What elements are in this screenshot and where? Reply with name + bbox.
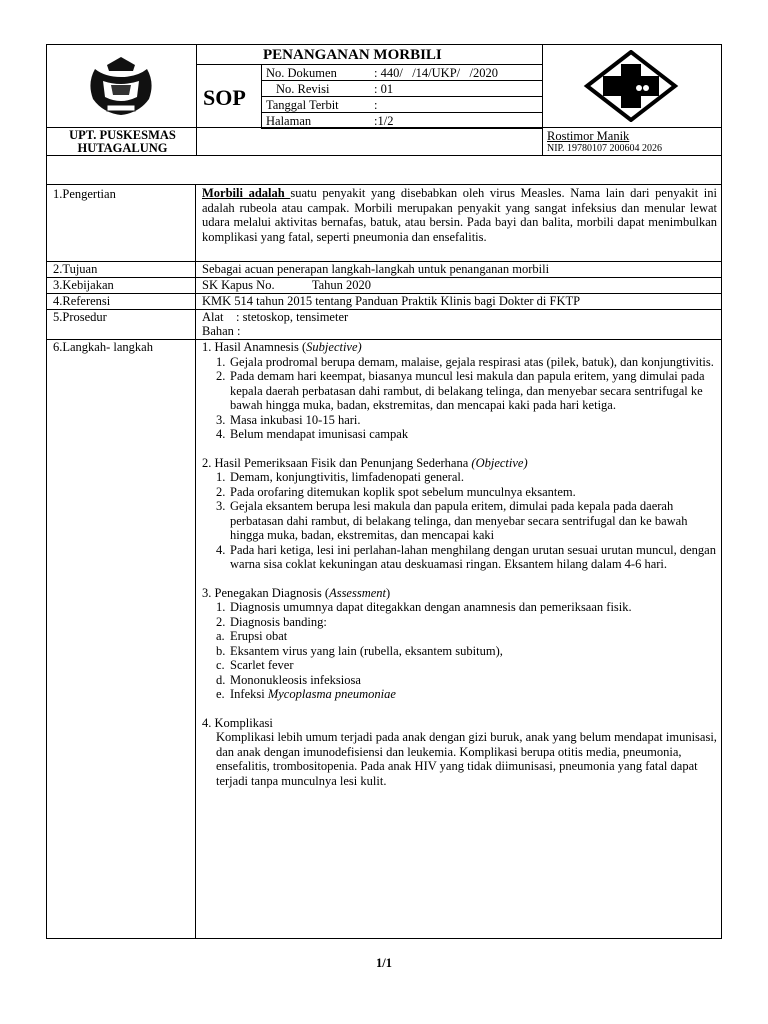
puskesmas-logo-cell bbox=[542, 44, 722, 128]
sop-label-cell bbox=[196, 64, 262, 128]
blank-org-cell bbox=[196, 127, 543, 156]
organization-line1: UPT. PUSKESMAS bbox=[69, 128, 176, 142]
sop-body-table bbox=[46, 184, 722, 939]
spacer-row bbox=[46, 155, 722, 185]
label-tujuan: 2.Tujuan bbox=[53, 262, 98, 276]
sop-label: SOP bbox=[203, 85, 246, 110]
row-kebijakan bbox=[47, 277, 721, 294]
revision-label: No. Revisi bbox=[276, 82, 330, 96]
logo-cell bbox=[46, 44, 197, 128]
issue-date-row bbox=[261, 96, 543, 113]
row-tujuan bbox=[47, 261, 721, 278]
step3-subitem: c. Scarlet fever bbox=[216, 658, 294, 672]
step3-item: 1. Diagnosis umumnya dapat ditegakkan dengan anamnesis dan pemeriksaan fisik. bbox=[216, 600, 632, 614]
step3-subitem: a. Erupsi obat bbox=[216, 629, 288, 643]
row-pengertian bbox=[47, 185, 721, 262]
doc-number-label: No. Dokumen bbox=[266, 66, 337, 80]
revision-value: : 01 bbox=[374, 82, 394, 96]
page-label: Halaman bbox=[266, 114, 312, 128]
revision-row bbox=[261, 80, 543, 97]
doc-number-value: : 440/ /14/UKP/ /2020 bbox=[374, 66, 498, 80]
doc-number-row bbox=[261, 64, 543, 81]
pengertian-text: suatu penyakit yang disebabkan oleh virus Measles. Nama lain dari penyakit ini adalah rubeola atau campak. Morbili merupakan penyakit yang sangat infeksius dan menular lewat udara melalui aktivitas bernafas, batuk, atau bersin. Pada bayi dan balita, morbili dapat menimbulkan komplikasi yang fatal, seperti pneumonia dan ensefalitis. bbox=[202, 186, 718, 244]
issue-date-label: Tanggal Terbit bbox=[266, 98, 339, 112]
regency-emblem-icon bbox=[81, 53, 161, 119]
step3-item: 2. Diagnosis banding: bbox=[216, 614, 327, 629]
row-referensi bbox=[47, 293, 721, 310]
issue-date-value: : bbox=[374, 98, 378, 112]
langkah-content bbox=[202, 340, 717, 788]
page-value: :1/2 bbox=[374, 114, 394, 128]
signer-nip: NIP. 19780107 200604 2026 bbox=[547, 143, 663, 154]
pengertian-content bbox=[202, 186, 717, 244]
prosedur-alat: Alat : stetoskop, tensimeter bbox=[202, 310, 349, 324]
step2-item: 3. Gejala eksantem berupa lesi makula dan papula eritem, dimulai pada kepala pada daerah perbatasan dahi rambut, di belakang telinga, dan menyebar secara sentrifugal dan ke bawah hingga muka, badan, ekstremitas, dan mencapai kaki bbox=[216, 499, 688, 542]
pengertian-term: Morbili adalah bbox=[202, 186, 291, 200]
step4-text: Komplikasi lebih umum terjadi pada anak dengan gizi buruk, anak yang belum mendapat imunisasi, dan anak dengan imunodefisiensi dan leukemia. Komplikasi berupa otitis media, pneumonia, ensefalitis, trombositopenia. Pada anak HIV yang tidak diimunisasi, pneumonia yang fatal dapat terjadi tanpa munculnya lesi kulit. bbox=[216, 730, 717, 788]
signer-name: Rostimor Manik bbox=[547, 129, 630, 143]
health-cross-logo-icon bbox=[583, 50, 679, 122]
kebijakan-text: SK Kapus No. Tahun 2020 bbox=[202, 278, 372, 292]
step1-item: 1. Gejala prodromal berupa demam, malaise, gejala respirasi atas (pilek, batuk), dan konjungtivitis. bbox=[216, 354, 714, 369]
organization-cell bbox=[46, 127, 197, 156]
label-referensi: 4.Referensi bbox=[53, 294, 111, 308]
step1-title: 1. Hasil Anamnesis (Subjective) bbox=[202, 340, 362, 354]
step4-title: 4. Komplikasi bbox=[202, 715, 273, 730]
prosedur-bahan: Bahan : bbox=[202, 324, 241, 338]
step1-item: 3. Masa inkubasi 10-15 hari. bbox=[216, 412, 361, 427]
step3-subitem: e. Infeksi Mycoplasma pneumoniae bbox=[216, 687, 396, 701]
step2-item: 4. Pada hari ketiga, lesi ini perlahan-lahan menghilang dengan urutan sesuai urutan muncul, dengan warna sisa coklat kekuningan atau deskuamasi ringan. Eksantem hilang dalam 4-6 hari. bbox=[216, 542, 716, 571]
referensi-text: KMK 514 tahun 2015 tentang Panduan Praktik Klinis bagi Dokter di FKTP bbox=[202, 294, 581, 308]
step1-item: 2. Pada demam hari keempat, biasanya muncul lesi makula dan papula eritem, yang dimulai pada kepala daerah perbatasan dahi rambut, di belakang telinga, dan menyebar secara sentrifugal ke bawah hingga muka, badan, ekstremitas, dan mencapai kaki pada hari ketiga. bbox=[216, 369, 705, 412]
step1-item: 4. Belum mendapat imunisasi campak bbox=[216, 427, 409, 441]
step3-title: 3. Penegakan Diagnosis (Assessment) bbox=[202, 585, 391, 600]
sop-header bbox=[46, 44, 722, 156]
step2-title: 2. Hasil Pemeriksaan Fisik dan Penunjang Sederhana (Objective) bbox=[202, 455, 528, 470]
step2-item: 2. Pada orofaring ditemukan koplik spot sebelum munculnya eksantem. bbox=[216, 484, 576, 499]
signature-cell bbox=[542, 127, 722, 156]
tujuan-text: Sebagai acuan penerapan langkah-langkah untuk penanganan morbili bbox=[202, 262, 550, 276]
organization-line2: HUTAGALUNG bbox=[77, 141, 168, 155]
step2-item: 1. Demam, konjungtivitis, limfadenopati general. bbox=[216, 470, 464, 484]
row-prosedur bbox=[47, 309, 721, 340]
label-kebijakan: 3.Kebijakan bbox=[53, 278, 114, 292]
label-pengertian: 1.Pengertian bbox=[53, 187, 116, 201]
page-footer: 1/1 bbox=[376, 956, 392, 970]
label-langkah: 6.Langkah- langkah bbox=[53, 340, 153, 354]
document-title: PENANGANAN MORBILI bbox=[263, 47, 442, 63]
step3-subitem: b. Eksantem virus yang lain (rubella, eksantem subitum), bbox=[216, 643, 503, 658]
label-prosedur: 5.Prosedur bbox=[53, 310, 107, 324]
row-langkah bbox=[47, 339, 721, 938]
title-cell bbox=[196, 44, 543, 65]
step3-subitem: d. Mononukleosis infeksiosa bbox=[216, 672, 361, 687]
